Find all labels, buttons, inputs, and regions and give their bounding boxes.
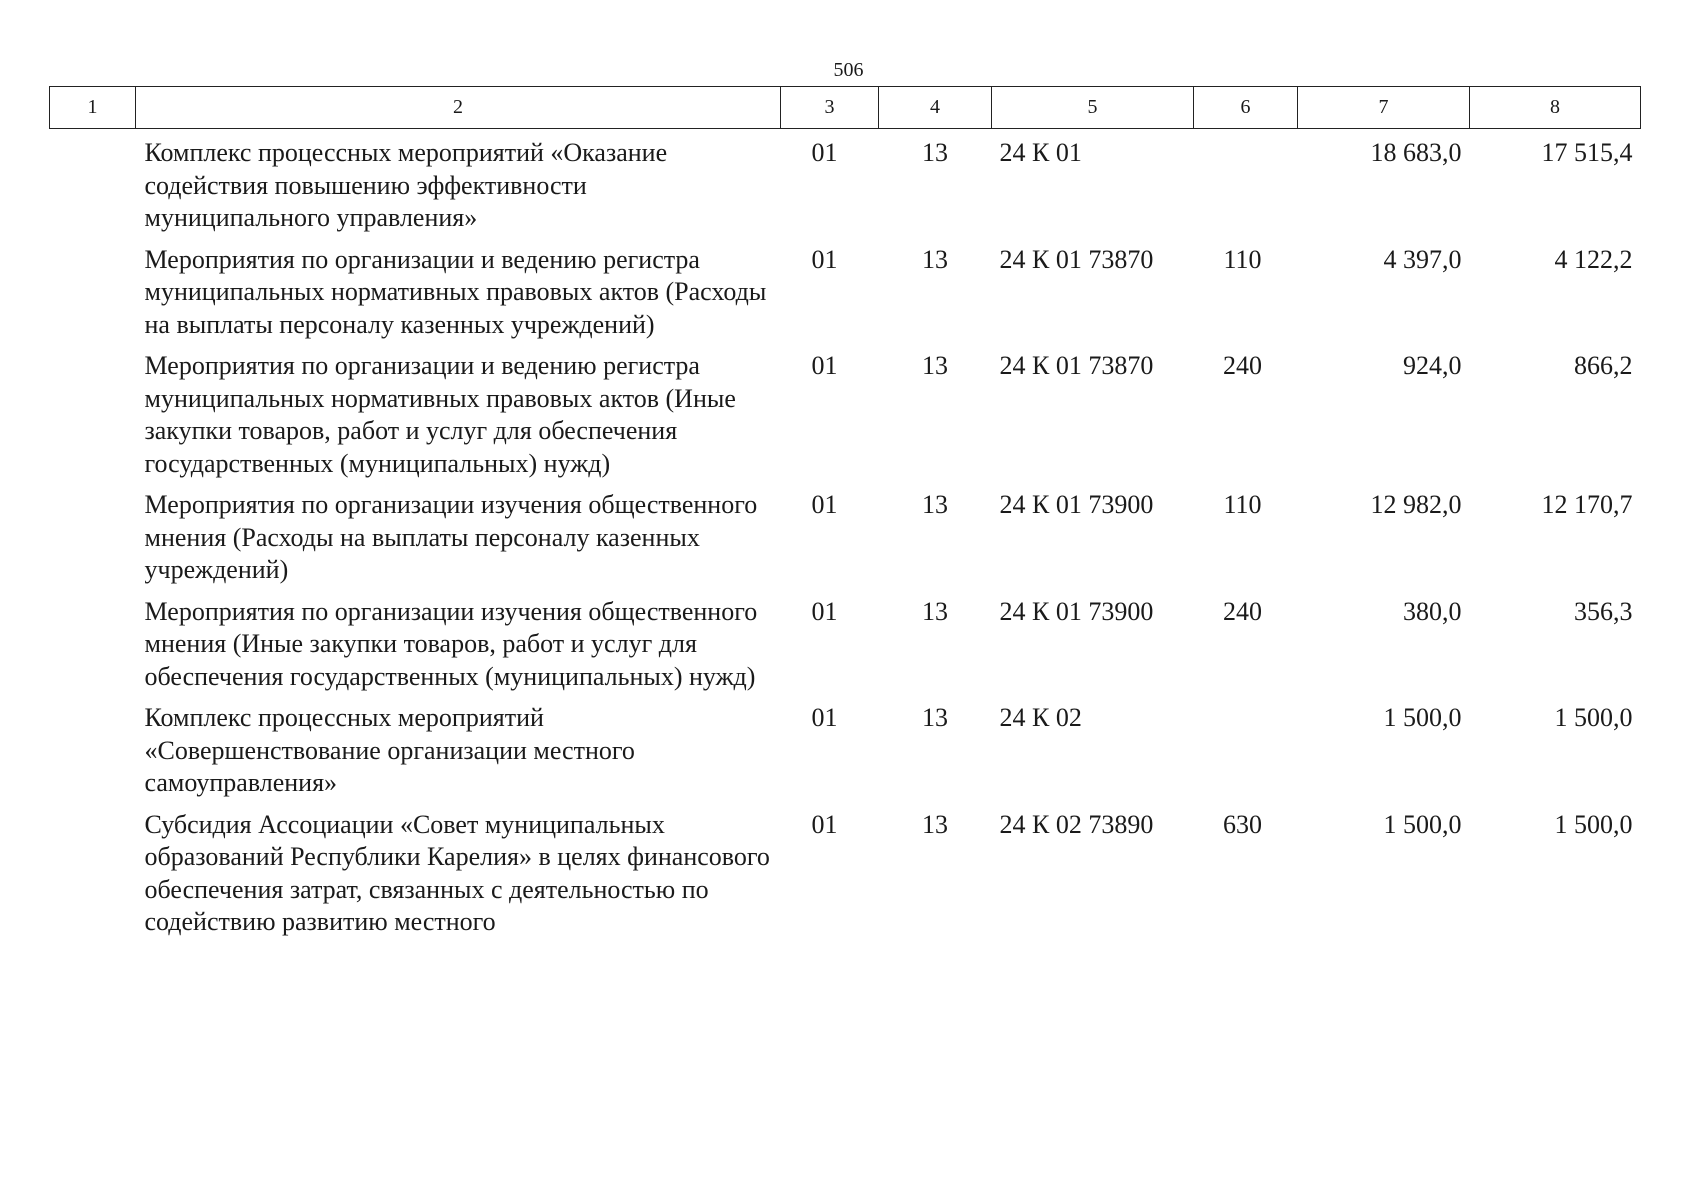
row-name: Комплекс процессных мероприятий «Оказание содействия повышению эффективности муниципального управления» xyxy=(144,138,668,232)
row-amount-col-7: 4 397,0 xyxy=(1383,244,1462,274)
table-row xyxy=(50,244,1641,351)
row-target-code: 24 К 01 73870 xyxy=(999,244,1154,274)
row-col-1 xyxy=(50,244,136,351)
row-name: Субсидия Ассоциации «Совет муниципальных образований Республики Карелия» в целях финансового обеспечения затрат, связанных с деятельностью по содействию развитию местного xyxy=(144,809,770,936)
header-col-5: 5 xyxy=(992,87,1194,129)
row-target-code: 24 К 01 73870 xyxy=(999,351,1154,380)
row-name: Мероприятия по организации и ведению регистра муниципальных нормативных правовых актов (Иные закупки товаров, работ и услуг для обеспечения государственных (муниципальных) нужд) xyxy=(144,351,736,478)
table-row xyxy=(50,809,1641,948)
row-subsection: 13 xyxy=(922,244,948,274)
row-amount-col-8: 356,3 xyxy=(1574,596,1633,626)
row-subsection: 13 xyxy=(922,809,948,839)
row-amount-col-8: 12 170,7 xyxy=(1541,490,1633,519)
table-row xyxy=(50,350,1641,489)
page-number: 506 xyxy=(833,59,864,81)
row-section: 01 xyxy=(811,490,838,519)
row-expense-type: 240 xyxy=(1223,596,1262,626)
row-section: 01 xyxy=(811,244,838,274)
row-expense-type xyxy=(1194,129,1298,244)
column-number-header xyxy=(50,87,1641,129)
header-col-1: 1 xyxy=(50,87,136,129)
row-col-1 xyxy=(50,489,136,596)
header-col-2: 2 xyxy=(136,87,781,129)
row-col-1 xyxy=(50,129,136,244)
table-row xyxy=(50,702,1641,809)
table-row xyxy=(50,129,1641,244)
row-amount-col-8: 17 515,4 xyxy=(1541,138,1633,167)
row-amount-col-7: 1 500,0 xyxy=(1383,703,1462,732)
row-name: Мероприятия по организации и ведению регистра муниципальных нормативных правовых актов (Расходы на выплаты персоналу казенных учреждений) xyxy=(144,244,767,339)
row-section: 01 xyxy=(811,596,838,626)
row-section: 01 xyxy=(811,809,838,839)
row-amount-col-7: 12 982,0 xyxy=(1370,490,1462,519)
row-target-code: 24 К 02 73890 xyxy=(999,809,1154,839)
row-amount-col-7: 1 500,0 xyxy=(1383,809,1462,839)
row-amount-col-7: 380,0 xyxy=(1403,596,1462,626)
row-amount-col-7: 924,0 xyxy=(1403,351,1462,380)
row-subsection: 13 xyxy=(922,351,948,380)
row-section: 01 xyxy=(811,703,838,732)
row-expense-type: 110 xyxy=(1223,490,1262,519)
row-name: Мероприятия по организации изучения общественного мнения (Расходы на выплаты персоналу казенных учреждений) xyxy=(144,490,758,584)
row-amount-col-8: 4 122,2 xyxy=(1554,244,1633,274)
row-subsection: 13 xyxy=(922,490,948,519)
row-target-code: 24 К 02 xyxy=(999,703,1082,732)
row-name: Мероприятия по организации изучения общественного мнения (Иные закупки товаров, работ и услуг для обеспечения государственных (муниципальных) нужд) xyxy=(144,596,758,691)
row-target-code: 24 К 01 73900 xyxy=(999,490,1154,519)
header-col-6: 6 xyxy=(1194,87,1298,129)
header-col-8: 8 xyxy=(1470,87,1641,129)
row-col-1 xyxy=(50,809,136,948)
table-row xyxy=(50,596,1641,703)
row-expense-type: 110 xyxy=(1223,244,1262,274)
header-col-7: 7 xyxy=(1298,87,1470,129)
row-target-code: 24 К 01 xyxy=(999,138,1082,167)
row-expense-type: 630 xyxy=(1223,809,1262,839)
header-col-3: 3 xyxy=(781,87,879,129)
row-col-1 xyxy=(50,350,136,489)
row-section: 01 xyxy=(811,138,838,167)
row-amount-col-8: 1 500,0 xyxy=(1554,703,1633,732)
header-col-4: 4 xyxy=(879,87,992,129)
budget-table xyxy=(49,86,1641,948)
row-subsection: 13 xyxy=(922,138,948,167)
row-amount-col-8: 866,2 xyxy=(1574,351,1633,380)
row-col-1 xyxy=(50,596,136,703)
row-section: 01 xyxy=(811,351,838,380)
row-subsection: 13 xyxy=(922,703,948,732)
row-name: Комплекс процессных мероприятий «Совершенствование организации местного самоуправления» xyxy=(144,703,635,797)
row-expense-type: 240 xyxy=(1223,351,1262,380)
row-amount-col-8: 1 500,0 xyxy=(1554,809,1633,839)
row-expense-type xyxy=(1194,702,1298,809)
row-amount-col-7: 18 683,0 xyxy=(1370,138,1462,167)
row-target-code: 24 К 01 73900 xyxy=(999,596,1154,626)
row-subsection: 13 xyxy=(922,596,948,626)
table-row xyxy=(50,489,1641,596)
row-col-1 xyxy=(50,702,136,809)
